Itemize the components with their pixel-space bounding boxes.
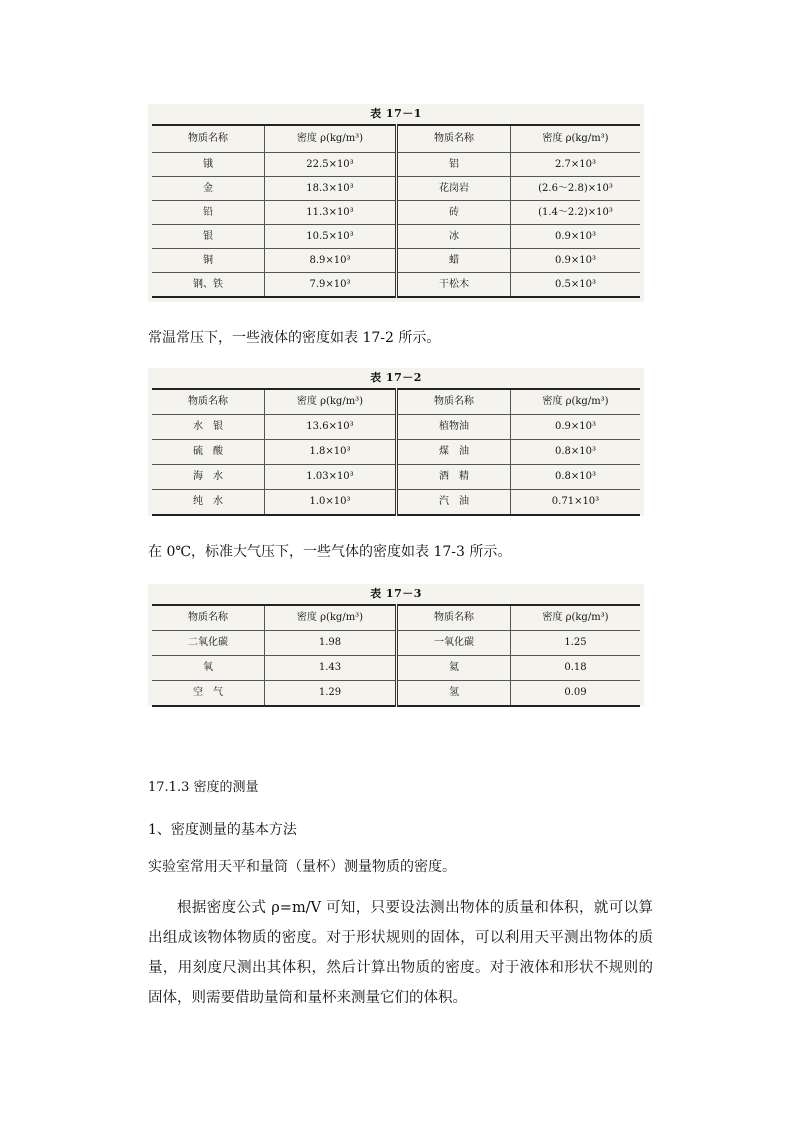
gas-density-intro: 在 0℃，标准大气压下，一些气体的密度如表 17-3 所示。 — [148, 544, 512, 560]
header-cell: 物质名称 — [152, 605, 265, 631]
table-header-row — [152, 605, 640, 631]
scanned-table-17-1 — [148, 104, 644, 302]
table-cell: 0.9×10³ — [511, 249, 641, 273]
table-cell: 海 水 — [152, 465, 265, 490]
table-cell: 1.8×10³ — [265, 440, 397, 465]
table-cell: 铝 — [397, 153, 511, 177]
table-row — [152, 177, 640, 201]
method-sentence: 实验室常用天平和量筒（量杯）测量物质的密度。 — [148, 859, 456, 875]
table-cell: 22.5×10³ — [265, 153, 397, 177]
table-cell: 0.71×10³ — [511, 490, 641, 516]
scanned-table-17-2 — [148, 368, 644, 516]
density-table-gases — [152, 604, 640, 707]
table-cell: 1.0×10³ — [265, 490, 397, 516]
table-cell: (2.6～2.8)×10³ — [511, 177, 641, 201]
table-cell: 干松木 — [397, 273, 511, 298]
table-row — [152, 249, 640, 273]
subsection-heading: 1、密度测量的基本方法 — [148, 822, 297, 838]
table-cell: 8.9×10³ — [265, 249, 397, 273]
table-cell: 氧 — [152, 656, 265, 681]
table-row — [152, 631, 640, 656]
table-cell: 银 — [152, 225, 265, 249]
table-cell: 砖 — [397, 201, 511, 225]
header-cell: 物质名称 — [152, 125, 265, 153]
table-cell: 0.18 — [511, 656, 641, 681]
table-cell: 0.09 — [511, 681, 641, 707]
table-cell: 汽 油 — [397, 490, 511, 516]
table-row — [152, 273, 640, 298]
table-cell: 1.43 — [265, 656, 397, 681]
header-cell: 密度 ρ(kg/m³) — [265, 389, 397, 415]
header-cell: 物质名称 — [397, 125, 511, 153]
table-caption: 表 17－2 — [370, 371, 422, 384]
table-cell: 钢、铁 — [152, 273, 265, 298]
table-cell: 7.9×10³ — [265, 273, 397, 298]
header-cell: 物质名称 — [152, 389, 265, 415]
table-cell: 一氧化碳 — [397, 631, 511, 656]
table-cell: (1.4～2.2)×10³ — [511, 201, 641, 225]
table-header-row — [152, 125, 640, 153]
header-cell: 密度 ρ(kg/m³) — [265, 125, 397, 153]
scanned-table-17-3 — [148, 584, 644, 706]
table-cell: 0.9×10³ — [511, 415, 641, 440]
table-cell: 冰 — [397, 225, 511, 249]
table-cell: 氢 — [397, 681, 511, 707]
header-cell: 密度 ρ(kg/m³) — [511, 605, 641, 631]
table-cell: 植物油 — [397, 415, 511, 440]
table-cell: 1.29 — [265, 681, 397, 707]
table-cell: 蜡 — [397, 249, 511, 273]
header-cell: 密度 ρ(kg/m³) — [511, 389, 641, 415]
table-cell: 0.9×10³ — [511, 225, 641, 249]
table-cell: 1.25 — [511, 631, 641, 656]
table-cell: 11.3×10³ — [265, 201, 397, 225]
table-cell: 氦 — [397, 656, 511, 681]
table-cell: 2.7×10³ — [511, 153, 641, 177]
table-cell: 1.98 — [265, 631, 397, 656]
table-cell: 10.5×10³ — [265, 225, 397, 249]
table-cell: 煤 油 — [397, 440, 511, 465]
table-row — [152, 225, 640, 249]
table-cell: 锇 — [152, 153, 265, 177]
table-row — [152, 415, 640, 440]
table-cell: 水 银 — [152, 415, 265, 440]
table-cell: 铅 — [152, 201, 265, 225]
table-row — [152, 656, 640, 681]
table-cell: 13.6×10³ — [265, 415, 397, 440]
table-row — [152, 201, 640, 225]
table-caption: 表 17－3 — [370, 587, 422, 600]
table-cell: 0.5×10³ — [511, 273, 641, 298]
table-cell: 金 — [152, 177, 265, 201]
table-cell: 空 气 — [152, 681, 265, 707]
table-caption: 表 17－1 — [370, 107, 422, 120]
table-row — [152, 465, 640, 490]
table-cell: 18.3×10³ — [265, 177, 397, 201]
table-header-row — [152, 389, 640, 415]
table-cell: 花岗岩 — [397, 177, 511, 201]
table-cell: 纯 水 — [152, 490, 265, 516]
table-cell: 酒 精 — [397, 465, 511, 490]
table-cell: 硫 酸 — [152, 440, 265, 465]
liquid-density-intro: 常温常压下，一些液体的密度如表 17-2 所示。 — [148, 330, 441, 346]
section-heading: 17.1.3 密度的测量 — [148, 780, 259, 795]
table-row — [152, 490, 640, 516]
table-cell: 1.03×10³ — [265, 465, 397, 490]
table-row — [152, 440, 640, 465]
density-paragraph: 根据密度公式 ρ=m/V 可知，只要设法测出物体的质量和体积，就可以算出组成该物体物质的密度。对于形状规则的固体，可以利用天平测出物体的质量，用刻度尺测出其体积，然后计算出物质的密度。对于液体和形状不规则的固体，则需要借助量筒和量杯来测量它们的体积。 — [148, 900, 653, 1006]
table-cell: 铜 — [152, 249, 265, 273]
density-table-solids — [152, 124, 640, 298]
table-cell: 0.8×10³ — [511, 440, 641, 465]
table-row — [152, 681, 640, 707]
density-table-liquids — [152, 388, 640, 516]
table-cell: 二氧化碳 — [152, 631, 265, 656]
header-cell: 密度 ρ(kg/m³) — [265, 605, 397, 631]
table-row — [152, 153, 640, 177]
header-cell: 物质名称 — [397, 605, 511, 631]
header-cell: 密度 ρ(kg/m³) — [511, 125, 641, 153]
header-cell: 物质名称 — [397, 389, 511, 415]
table-cell: 0.8×10³ — [511, 465, 641, 490]
